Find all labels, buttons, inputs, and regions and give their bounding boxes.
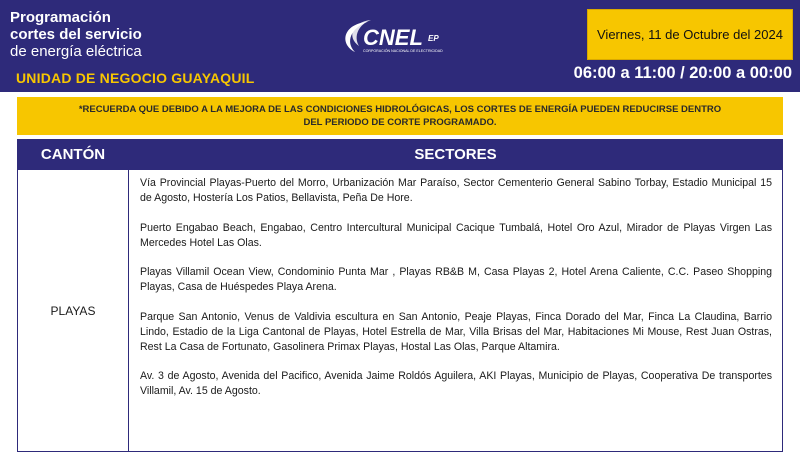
- sector-paragraph: Av. 3 de Agosto, Avenida del Pacifico, Avenida Jaime Roldós Aguilera, AKI Playas, Municipio de Playas, Cooperativa De transportes Villamil, Av. 15 de Agosto.: [140, 370, 772, 397]
- notice-text: *RECUERDA QUE DEBIDO A LA MEJORA DE LAS CONDICIONES HIDROLÓGICAS, LOS CORTES DE ENERGÍA PUEDEN REDUCIRSE DENTRO DEL PERIODO DE CORTE PROGRAMADO.: [78, 104, 722, 128]
- table-row: [18, 170, 783, 452]
- header-banner: [0, 0, 800, 92]
- cnel-logo: [337, 16, 477, 64]
- sectors-cell: [129, 170, 783, 452]
- header-canton: CANTÓN: [18, 140, 129, 170]
- time-range: 06:00 a 11:00 / 20:00 a 00:00: [573, 64, 792, 82]
- sector-paragraph: Puerto Engabao Beach, Engabao, Centro Intercultural Municipal Cacique Tumbalá, Hotel Oro Azul, Mirador de Playas Virgen Las Mercedes Hotel Las Olas.: [140, 221, 772, 249]
- sector-paragraph: Parque San Antonio, Venus de Valdivia escultura en San Antonio, Peaje Playas, Finca Dorado del Mar, Finca La Claudina, Barrio Lindo, Estadio de la Liga Cantonal de Playas, Hotel Estrella de Mar, Villa Brisas del Mar, Habitaciones Mi Mouse, Rest Juan Ostras, Rest La Casa de Fortunato, Gasolinera Primax Playas, Hostal Las Olas, Parque Altamira.: [140, 310, 772, 353]
- table-header-row: [18, 140, 783, 170]
- logo-suffix: EP: [428, 34, 439, 43]
- header-sectors: SECTORES: [129, 140, 783, 170]
- business-unit-label: UNIDAD DE NEGOCIO GUAYAQUIL: [16, 70, 255, 86]
- logo-subtitle: CORPORACIÓN NACIONAL DE ELECTRICIDAD: [363, 49, 443, 53]
- canton-cell: PLAYAS: [18, 170, 129, 452]
- sector-paragraph: Playas Villamil Ocean View, Condominio Punta Mar , Playas RB&B M, Casa Playas 2, Hotel Arena Caliente, C.C. Paseo Shopping Playas, Casa de Huéspedes Playa Arena.: [140, 266, 772, 293]
- date-box: [587, 9, 793, 60]
- title-line-1: Programación: [10, 9, 111, 26]
- title-line-3: de energía eléctrica: [10, 43, 142, 60]
- schedule-table: [17, 139, 783, 452]
- sector-paragraph: Vía Provincial Playas-Puerto del Morro, Urbanización Mar Paraíso, Sector Cementerio General Sabino Torbay, Estadio Municipal 15 de Agosto, Hostería Los Patios, Bellavista, Peña De Hore.: [140, 177, 772, 204]
- title-line-2: cortes del servicio: [10, 26, 142, 43]
- logo-text: CNEL: [363, 25, 423, 50]
- program-title: [10, 9, 210, 60]
- date-label: Viernes, 11 de Octubre del 2024: [597, 27, 783, 42]
- notice-banner: [17, 97, 783, 135]
